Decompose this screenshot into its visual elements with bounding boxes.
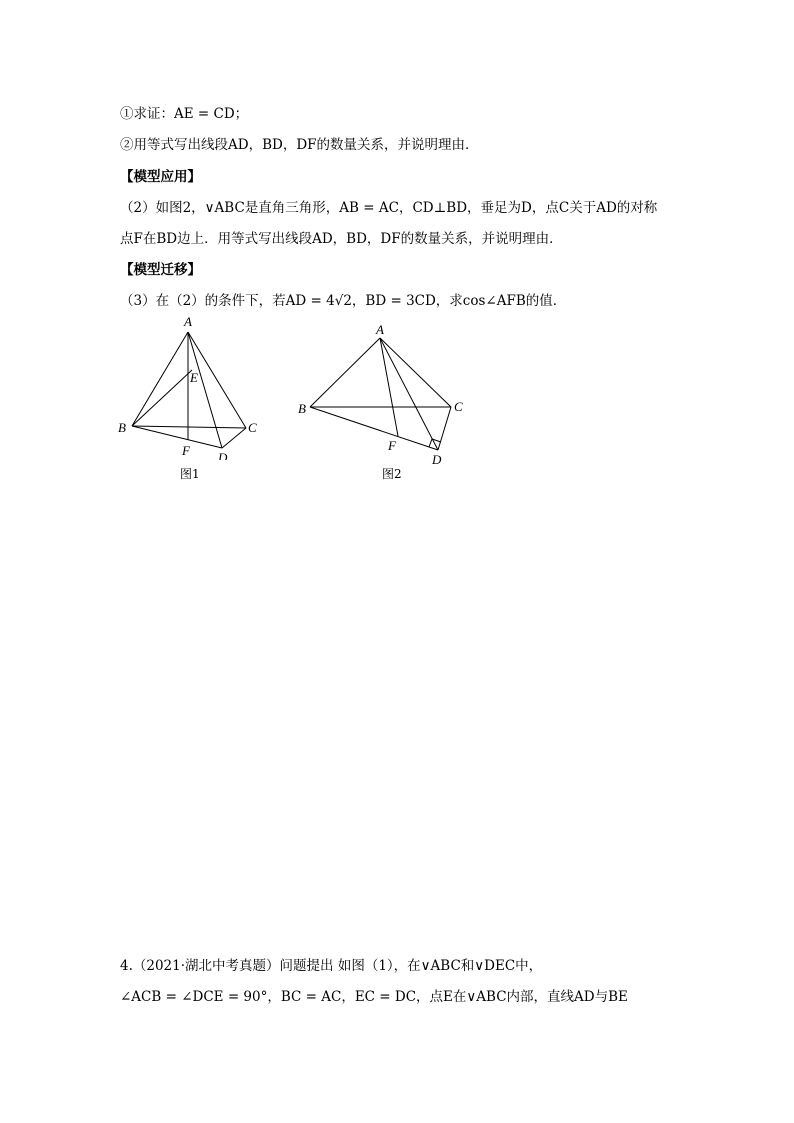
part-3-line: （3）在（2）的条件下，若AD = 4√2，BD = 3CD，求cos∠AFB的值．	[120, 293, 567, 309]
item-2-relation: ②用等式写出线段AD，BD，DF的数量关系，并说明理由．	[120, 137, 479, 153]
fig1-label-F: F	[182, 443, 190, 458]
fig2-label-B: B	[298, 401, 306, 416]
fig2-label-D: D	[432, 452, 442, 467]
fig2-label-C: C	[454, 399, 463, 414]
fig1-label-A: A	[184, 314, 192, 329]
fig2-label-F: F	[388, 438, 396, 453]
fig2-label-A: A	[376, 322, 384, 337]
fig1-label-E: E	[190, 370, 198, 385]
figure-2-diagram	[290, 318, 470, 468]
figure-2	[290, 318, 470, 468]
question-4-line-1: 4.（2021·湖北中考真题）问题提出 如图（1），在∨ABC和∨DEC中，	[120, 958, 543, 974]
figure-1-caption: 图1	[180, 467, 200, 481]
fig1-label-B: B	[118, 420, 126, 435]
part-2-line-1: （2）如图2，∨ABC是直角三角形，AB = AC，CD⊥BD，垂足为D，点C关于AD的对称	[120, 200, 658, 216]
figure-1	[110, 310, 270, 460]
fig1-label-D: D	[218, 450, 228, 460]
question-4-line-2: ∠ACB = ∠DCE = 90°，BC = AC，EC = DC，点E在∨ABC内部，直线AD与BE	[120, 989, 628, 1005]
figure-1-diagram	[110, 310, 270, 460]
item-1-prove: ①求证：AE = CD；	[120, 106, 249, 122]
part-2-line-2: 点F在BD边上．用等式写出线段AD，BD，DF的数量关系，并说明理由．	[120, 231, 563, 247]
figure-2-caption: 图2	[382, 467, 402, 481]
heading-model-application: 【模型应用】	[120, 169, 201, 185]
heading-model-transfer: 【模型迁移】	[120, 262, 201, 278]
fig1-label-C: C	[248, 420, 257, 435]
